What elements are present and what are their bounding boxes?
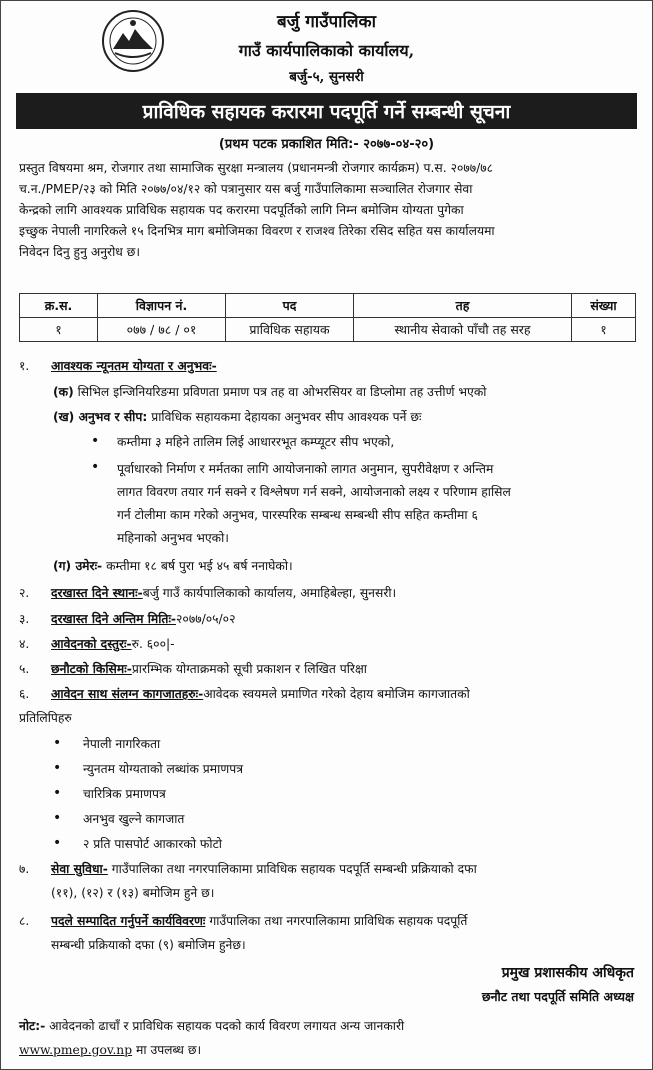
document-item: नेपाली नागरिकता: [83, 737, 161, 751]
intro-line: च.न./PMEP/२३ को मिति २०७७/०४/१२ को पत्रानुसार यस बर्जु गाउँपालिकामा सञ्चालित रोजगार सेवा: [19, 182, 473, 196]
cell-ad-no: ०७७ / ७८ / ०१: [98, 318, 226, 342]
section-text: आवेदक स्वयमले प्रमाणित गरेको देहाय बमोजिम कागजातको: [203, 687, 470, 701]
document-item: अनभुव खुल्ने कागजात: [83, 812, 185, 826]
office-subtitle: गाउँ कार्यपालिकाको कार्यालय,: [238, 41, 415, 60]
section-title: सेवा सुविधा-: [51, 862, 108, 876]
item-text: सिभिल इन्जिनियरिङमा प्रविणता प्रमाण पत्र तह वा ओभरसियर वा डिप्लोमा तह उत्तीर्ण भएको: [77, 385, 487, 399]
bullet-line: गर्न टोलीमा काम गरेको अनुभव, पारस्परिक सम्बन्ध सम्बन्धी सीप सहित कम्तीमा ६: [117, 508, 478, 522]
document-item: चारित्रिक प्रमाणपत्र: [83, 787, 166, 801]
bullet-item: [117, 458, 634, 550]
section-number: ६.: [19, 687, 30, 701]
intro-line: इच्छुक नेपाली नागरिकले १५ दिनभित्र माग बमोजिमका विवरण र राजश्व तिरेका रसिद सहित यस कार्यालयमा: [19, 224, 495, 238]
note-text: आवेदनको ढाचाँ र प्राविधिक सहायक पदको कार्य विवरण लगायत अन्य जानकारी: [49, 1019, 405, 1033]
section-title: छनौटको किसिमः-: [51, 662, 132, 676]
intro-paragraph: [19, 158, 634, 263]
bullet-icon: •: [53, 785, 62, 801]
cell-level: स्थानीय सेवाको पाँचौ तह सरह: [354, 318, 572, 342]
signatory-subtitle: छनौट तथा पदपूर्ति समिति अध्यक्ष: [481, 989, 634, 1004]
bullet-icon: •: [91, 433, 100, 449]
table-row: [20, 318, 636, 342]
item-label: (ख) अनुभव र सीप:: [53, 410, 148, 424]
document-item: २ प्रति पासपोर्ट आकारको फोटो: [83, 837, 222, 851]
intro-line: निवेदन दिनु हुनु अनुरोध छ।: [19, 245, 141, 259]
section-number: ५.: [19, 662, 30, 676]
section-text: गाउँपालिका तथा नगरपालिकामा प्राविधिक सहायक पदपूर्ति सम्बन्धी प्रक्रियाको दफा: [111, 862, 477, 876]
office-address: बर्जु-५, सुनसरी: [289, 69, 364, 85]
section-title: आवेदनको दस्तुरः-: [51, 637, 132, 651]
bullet-line: लागत विवरण तयार गर्न सक्ने र विश्लेषण गर्न सक्ने, आयोजनाको लक्ष्य र परिणाम हासिल: [117, 485, 511, 499]
age-ga: [53, 556, 634, 576]
cell-post: प्राविधिक सहायक: [226, 318, 354, 342]
office-name: बर्जु गाउँपालिका: [277, 12, 376, 32]
section-text: गाउँपालिका तथा नगरपालिकामा प्राविधिक सहायक पदपूर्ति: [209, 914, 468, 928]
item-text: कम्तीमा १८ बर्ष पुरा भई ४५ बर्ष ननाघेको।: [106, 559, 293, 573]
col-header-count: संख्या: [572, 294, 636, 318]
section-number: ४.: [19, 637, 30, 651]
note-text: मा उपलब्ध छ।: [136, 1043, 202, 1057]
website-link[interactable]: www.pmep.gov.np: [19, 1043, 133, 1057]
vacancy-table: [19, 293, 636, 342]
section-6-cont: प्रतिलिपिहरु: [19, 711, 72, 725]
item-label: (ग) उमेरः-: [53, 559, 103, 573]
bullet-icon: •: [53, 735, 62, 751]
col-header-ad-no: विज्ञापन नं.: [98, 294, 226, 318]
note-line: [19, 1015, 634, 1037]
section-text: प्रारम्भिक योग्ताक्रमको सूची प्रकाशन र लिखित परिक्षा: [131, 662, 367, 676]
section-title: दरखास्त दिने अन्तिम मितिः-: [51, 612, 177, 626]
qualification-ka: [53, 382, 634, 402]
experience-kha: [53, 407, 634, 427]
intro-line: केन्द्रको लागि आवश्यक प्राविधिक सहायक पद करारमा पदपूर्तिको लागि निम्न बमोजिम योग्यता पुगेका: [19, 203, 464, 217]
section-8-cont: सम्बन्धी प्रक्रियाको दफा (९) बमोजिम हुनेछ।: [51, 938, 246, 952]
table-header-row: [20, 294, 636, 318]
bullet-line: पूर्वाधारको निर्माण र मर्मतका लागि आयोजनाको लागत अनुमान, सुपरीवेक्षण र अन्तिम: [117, 462, 494, 476]
section-title: दरखास्त दिने स्थानः-: [51, 586, 143, 600]
note-label: नोट:-: [19, 1019, 46, 1033]
signatory-title: प्रमुख प्रशासकीय अधिकृत: [501, 965, 634, 981]
letterhead: [1, 1, 652, 93]
section-number: ८.: [19, 914, 30, 928]
col-header-post: पद: [226, 294, 354, 318]
notice-title-banner: [16, 93, 637, 129]
item-text: प्राविधिक सहायकमा देहायका अनुभवर सीप आवश्यक पर्ने छः: [151, 410, 422, 424]
intro-line: प्रस्तुत विषयमा श्रम, रोजगार तथा सामाजिक सुरक्षा मन्त्रालय (प्रधानमन्त्री रोजगार कार्यक्रम) प.स. २०७७/७८: [19, 161, 494, 175]
section-number: ७.: [19, 862, 30, 876]
col-header-level: तह: [354, 294, 572, 318]
bullet-icon: •: [91, 459, 100, 475]
document-item: न्युनतम योग्यताको लब्धांक प्रमाणपत्र: [83, 762, 243, 776]
bullet-line: महिनाको अनुभव भएको।: [117, 531, 229, 545]
cell-serial: १: [20, 318, 98, 342]
publish-date: (प्रथम पटक प्रकाशित मिति:- २०७७-०४-२०): [218, 137, 435, 152]
bullet-icon: •: [53, 835, 62, 851]
section-text: रु. ६००|-: [131, 637, 175, 651]
note-line-2: [19, 1039, 634, 1061]
section-title: आवेदन साथ संलग्न कागजातहरुः-: [51, 687, 204, 701]
section-text: बर्जु गाउँ कार्यपालिकाको कार्यालय, अमाहिबेल्हा, सुनसरी।: [142, 586, 397, 600]
section-number: १.: [19, 359, 30, 373]
notice-title: प्राविधिक सहायक करारमा पदपूर्ति गर्ने सम्बन्धी सूचना: [142, 101, 511, 123]
section-number: २.: [19, 586, 30, 600]
section-text: २०७७/०५/०२: [176, 612, 236, 626]
bullet-item: कम्तीमा ३ महिने तालिम लिई आधाररभूत कम्प्यूटर सीप भएको,: [117, 435, 395, 449]
section-7-cont: (११), (१२) र (१३) बमोजिम हुने छ।: [51, 886, 215, 900]
section-number: ३.: [19, 612, 30, 626]
item-label: (क): [53, 385, 74, 399]
bullet-icon: •: [53, 760, 62, 776]
section-title: आवश्यक न्यूनतम योग्यता र अनुभवः-: [51, 359, 217, 373]
section-title: पदले सम्पादित गर्नुपर्ने कार्यविवरणः: [51, 914, 206, 928]
col-header-serial: क्र.स.: [20, 294, 98, 318]
cell-count: १: [572, 318, 636, 342]
bullet-icon: •: [53, 810, 62, 826]
